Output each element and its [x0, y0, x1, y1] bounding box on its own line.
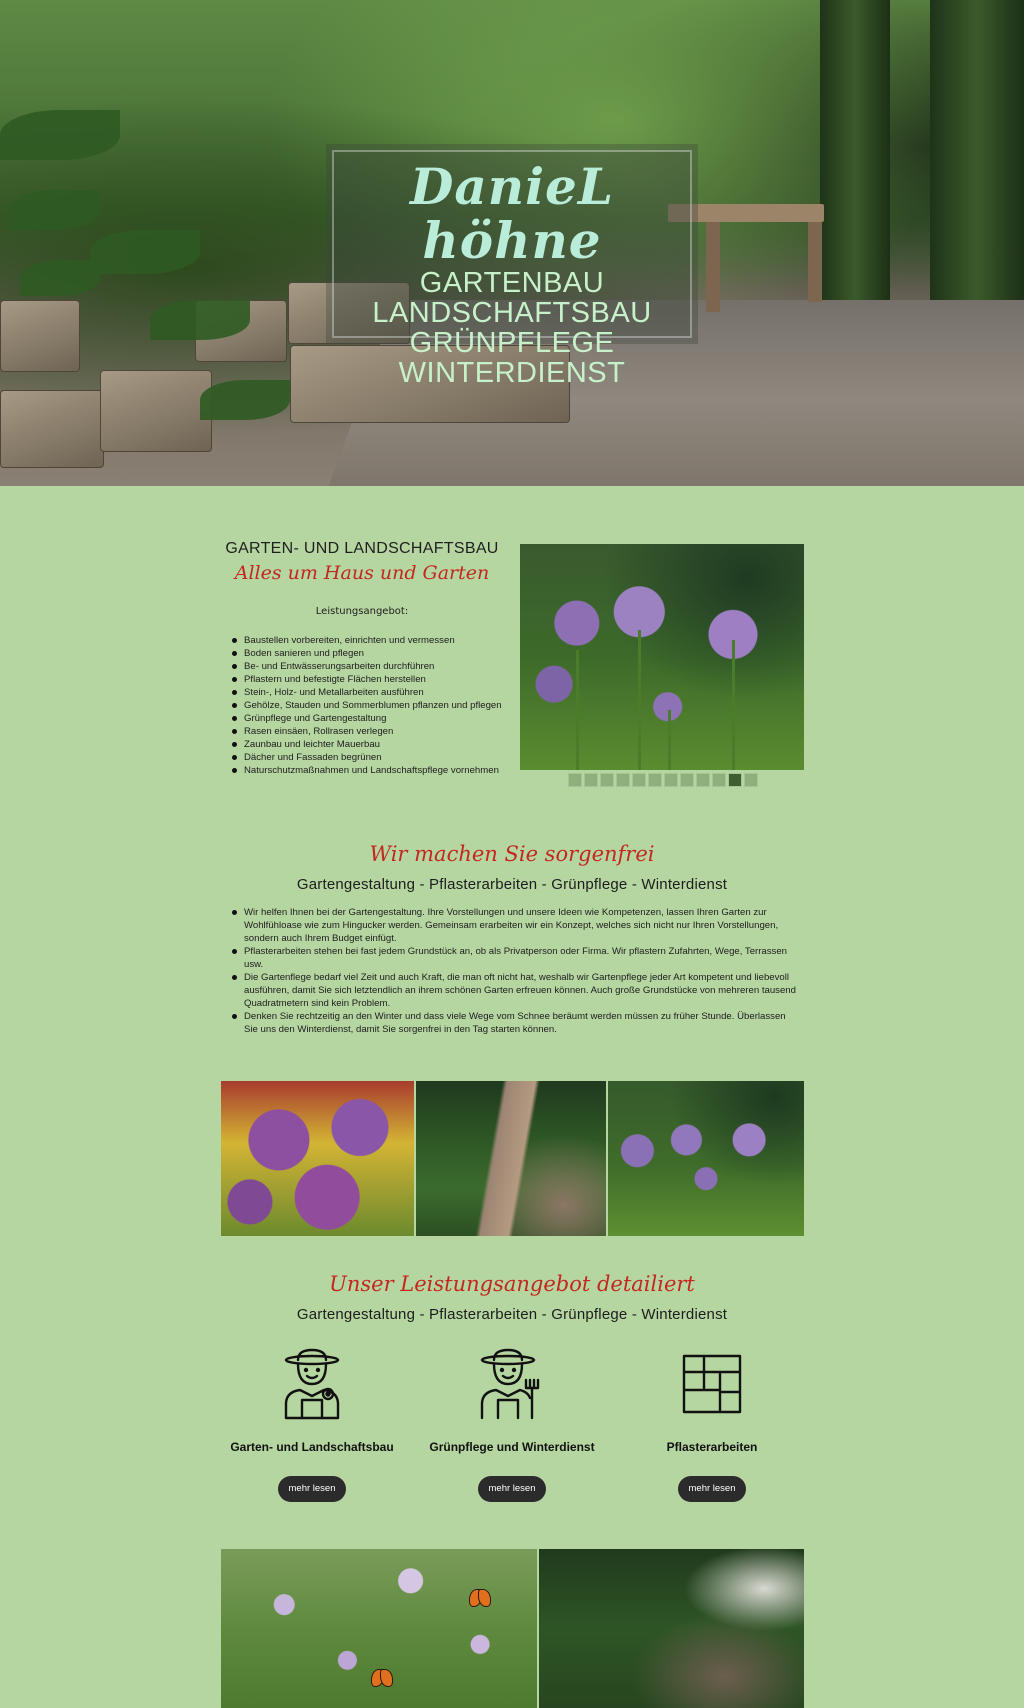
slideshow-thumbnail[interactable]: [680, 773, 694, 787]
list-item: Dächer und Fassaden begrünen: [232, 751, 502, 764]
slideshow-thumbnail[interactable]: [600, 773, 614, 787]
gallery-image-garden-path[interactable]: [416, 1081, 606, 1236]
mehr-lesen-button[interactable]: mehr lesen: [278, 1476, 346, 1502]
list-item: Die Gartenflege bedarf viel Zeit und auch Kraft, die man oft nicht hat, weshalb wir Gartenpflege jeder Art kompetent und liebevoll ausführen, damit Sie sich letztendlich an ihrem schönen Garten erfreuen können. Auch große Grundstücke von mehreren tausend Quadratmetern sind kein Problem.: [232, 971, 802, 1010]
list-item: Rasen einsäen, Rollrasen verlegen: [232, 725, 502, 738]
intro-heading: GARTEN- UND LANDSCHAFTSBAU: [225, 540, 499, 557]
list-item: Wir helfen Ihnen bei der Gartengestaltung. Ihre Vorstellungen und unsere Ideen wie Kompetenzen, lassen Ihren Garten zur Wohlfühloase wie zum Hingucker werden. Gemeinsam erarbeiten wir ein Konzept, welches sich nicht nur Ihren Vorstellungen, sondern auch Ihrem Budget einfügt.: [232, 906, 802, 945]
image-gallery: [221, 1081, 804, 1236]
about-title: Wir machen Sie sorgenfrei: [369, 842, 655, 866]
service-title: Grünpflege und Winterdienst: [429, 1440, 595, 1454]
service-card-landschaftsbau: [222, 1348, 402, 1454]
paving-tiles-icon: [680, 1348, 744, 1420]
service-title: Pflasterarbeiten: [666, 1440, 758, 1454]
list-item: Denken Sie rechtzeitig an den Winter und dass viele Wege vom Schnee beräumt werden müssen zu früher Stunde. Überlassen Sie uns den Winterdienst, damit Sie sorgenfrei in den Tag starten können.: [232, 1010, 802, 1036]
list-item: Be- und Entwässerungsarbeiten durchführen: [232, 660, 502, 673]
list-item: Stein-, Holz- und Metallarbeiten ausführen: [232, 686, 502, 699]
service-card-gruenpflege: [422, 1348, 602, 1454]
list-item: Naturschutzmaßnahmen und Landschaftspflege vornehmen: [232, 764, 502, 777]
slideshow-thumbnail[interactable]: [664, 773, 678, 787]
list-item: Baustellen vorbereiten, einrichten und vermessen: [232, 634, 502, 647]
slideshow-thumbnail[interactable]: [584, 773, 598, 787]
gardener-rake-icon: [480, 1348, 544, 1420]
list-item: Grünpflege und Gartengestaltung: [232, 712, 502, 725]
slideshow-thumbnail[interactable]: [616, 773, 630, 787]
services-subtitle: Gartengestaltung - Pflasterarbeiten - Grünpflege - Winterdienst: [296, 1306, 728, 1323]
slideshow-thumbnail[interactable]: [728, 773, 742, 787]
tree-trunk: [930, 0, 1024, 330]
slideshow-thumbnail[interactable]: [696, 773, 710, 787]
company-name: DanieL höhne: [409, 157, 615, 270]
about-list: [232, 906, 802, 1036]
hero-banner: [0, 0, 1024, 486]
intro-subheading: Alles um Haus und Garten: [234, 562, 490, 584]
stone: [0, 300, 80, 372]
gardener-flower-icon: [280, 1348, 344, 1420]
intro-list-label: Leistungsangebot:: [315, 606, 409, 617]
hero-line-gartenbau: GARTENBAU: [419, 267, 605, 299]
service-list: [232, 634, 502, 777]
list-item: Gehölze, Stauden und Sommerblumen pflanzen und pflegen: [232, 699, 502, 712]
mehr-lesen-button[interactable]: mehr lesen: [678, 1476, 746, 1502]
hero-line-gruenpflege: GRÜNPFLEGE: [409, 327, 615, 359]
service-title: Garten- und Landschaftsbau: [230, 1440, 394, 1454]
slideshow-thumbnails: [568, 773, 758, 787]
slideshow-image[interactable]: [520, 544, 804, 770]
list-item: Zaunbau und leichter Mauerbau: [232, 738, 502, 751]
hero-line-winterdienst: WINTERDIENST: [398, 357, 626, 389]
list-item: Boden sanieren und pflegen: [232, 647, 502, 660]
about-subtitle: Gartengestaltung - Pflasterarbeiten - Grünpflege - Winterdienst: [296, 876, 728, 893]
tree-trunk: [820, 0, 890, 300]
bottom-image-lavender[interactable]: [221, 1549, 537, 1708]
butterfly: [371, 1669, 393, 1685]
hero-title-box: [332, 150, 692, 389]
stone: [0, 390, 104, 468]
gallery-image-flowerbed[interactable]: [608, 1081, 804, 1236]
hero-line-landschaftsbau: LANDSCHAFTSBAU: [372, 297, 652, 329]
gallery-image-allium[interactable]: [221, 1081, 414, 1236]
list-item: Pflasterarbeiten stehen bei fast jedem Grundstück an, ob als Privatperson oder Firma. Wir pflastern Zufahrten, Wege, Terrassen usw.: [232, 945, 802, 971]
stone: [100, 370, 212, 452]
service-card-pflasterarbeiten: [622, 1348, 802, 1454]
slideshow-thumbnail[interactable]: [744, 773, 758, 787]
slideshow-thumbnail[interactable]: [568, 773, 582, 787]
butterfly: [469, 1589, 491, 1605]
mehr-lesen-button[interactable]: mehr lesen: [478, 1476, 546, 1502]
slideshow-thumbnail[interactable]: [648, 773, 662, 787]
list-item: Pflastern und befestigte Flächen herstellen: [232, 673, 502, 686]
services-title: Unser Leistungsangebot detailiert: [329, 1272, 695, 1296]
bottom-image-garden[interactable]: [539, 1549, 804, 1708]
slideshow-thumbnail[interactable]: [712, 773, 726, 787]
slideshow-thumbnail[interactable]: [632, 773, 646, 787]
